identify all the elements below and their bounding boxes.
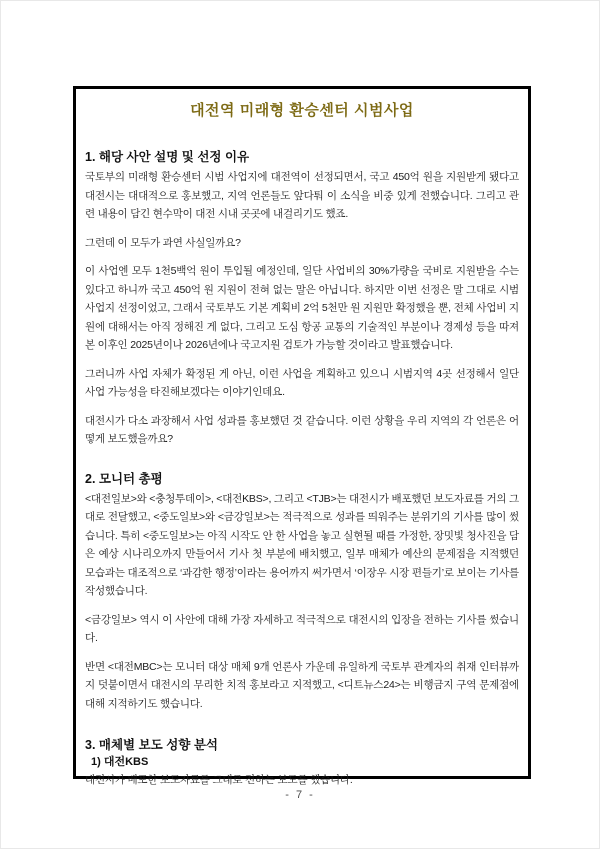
paragraph: 그러니까 사업 자체가 확정된 게 아닌, 이런 사업을 계획하고 있으니 시범지역 4곳 선정해서 일단 사업 가능성을 타진해보겠다는 이야기인데요.: [85, 367, 519, 398]
section-monitor-summary: [85, 471, 519, 714]
paragraph: <대전일보>와 <충청투데이>, <대전KBS>, 그리고 <TJB>는 대전시가 배포했던 보도자료를 거의 그대로 전달했고, <중도일보>와 <금강일보>는 적극적으로 성과를 띄워주는 분위기의 기사를 많이 썼습니다. 특히 <중도일보>는 아직 시작도 안 한 사업을 놓고 실현될 때를 가정한, 장밋빛 청사진을 담은 예상 시나리오까지 만들어서 기사 첫 부분에 배치했고, 일부 매체가 예산의 문제점을 지적했던 모습과는 대조적으로 ‘과감한 행정’이라는 용어까지 써가면서 ‘이장우 시장 편들기’로 보이는 기사를 작성했습니다.: [85, 492, 519, 597]
paragraph: 이 사업엔 모두 1천5백억 원이 투입될 예정인데, 일단 사업비의 30%가량을 국비로 지원받을 수는 있다고 하니까 국고 450억 원 지원이 전혀 없는 말은 아닙니다. 하지만 이번 선정은 말 그대로 시범 사업지 선정이었고, 그래서 국토부도 기본 계획비 2억 5천만 원 지원만 확정했을 뿐, 전체 사업비 지원에 대해서는 아직 정해진 게 없다, 그리고 도심 항공 교통의 기술적인 부분이나 경제성 등을 따져본 이후인 2025년이나 2026년에나 국고지원 검토가 가능할 것이라고 발표했습니다.: [85, 265, 519, 351]
section-media-analysis: [85, 737, 519, 790]
section-3-heading: 3. 매체별 보도 성향 분석: [85, 738, 218, 752]
paragraph: 대전시가 다소 과장해서 사업 성과를 홍보했던 것 같습니다. 이런 상황을 우리 지역의 각 언론은 어떻게 보도했을까요?: [85, 414, 519, 445]
paragraph: 국토부의 미래형 환승센터 시범 사업지에 대전역이 선정되면서, 국고 450억 원을 지원받게 됐다고 대전시는 대대적으로 홍보했고, 지역 언론들도 앞다퉈 이 소식을 비중 있게 전했습니다. 그리고 관련 내용이 담긴 현수막이 대전 시내 곳곳에 내걸리기도 했죠.: [85, 171, 519, 220]
page-number: - 7 -: [285, 789, 315, 801]
section-1-heading: 1. 해당 사안 설명 및 선정 이유: [85, 150, 250, 164]
paragraph: 그런데 이 모두가 과연 사실일까요?: [85, 236, 241, 249]
section-2-heading: 2. 모니터 총평: [85, 471, 163, 486]
section-issue-description: [85, 149, 519, 449]
paragraph: 반면 <대전MBC>는 모니터 대상 매체 9개 언론사 가운데 유일하게 국토부 관계자의 취재 인터뷰까지 덧붙이면서 대전시의 무리한 치적 홍보라고 지적했고, <디트뉴스24>는 비행금지 구역 문제점에 대해 지적하기도 했습니다.: [85, 660, 519, 710]
report-title: 대전역 미래형 환승센터 시범사업: [190, 102, 414, 119]
paragraph: 대전시가 배포한 보도자료를 그대로 전하는 보도를 했습니다.: [85, 774, 353, 786]
subsection-daejeon-kbs: 1) 대전KBS: [91, 756, 149, 768]
report-content-box: [73, 86, 531, 786]
paragraph: <금강일보> 역시 이 사안에 대해 가장 자세하고 적극적으로 대전시의 입장을 전하는 기사를 썼습니다.: [85, 613, 519, 644]
